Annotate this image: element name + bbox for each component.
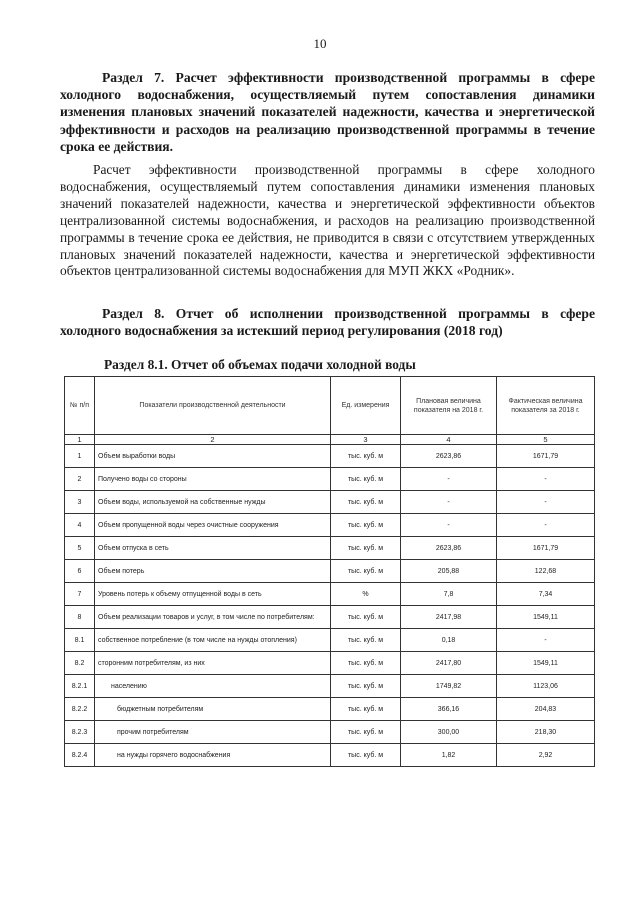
row-fact: 7,34: [497, 583, 595, 606]
row-num: 8.2.2: [65, 698, 95, 721]
row-name: собственное потребление (в том числе на нужды отопления): [95, 629, 331, 652]
row-unit: тыс. куб. м: [331, 537, 401, 560]
row-fact: 1123,06: [497, 675, 595, 698]
row-plan: 300,00: [401, 721, 497, 744]
row-plan: -: [401, 514, 497, 537]
table-row: [65, 491, 595, 514]
row-name: населению: [95, 675, 331, 698]
row-num: 1: [65, 445, 95, 468]
table-row: [65, 698, 595, 721]
row-name: сторонним потребителям, из них: [95, 652, 331, 675]
row-unit: тыс. куб. м: [331, 698, 401, 721]
table-row: [65, 560, 595, 583]
row-num: 2: [65, 468, 95, 491]
row-fact: -: [497, 491, 595, 514]
table-header-row: [65, 377, 595, 435]
header-plan: Плановая величина показателя на 2018 г.: [401, 377, 497, 435]
row-num: 8.2.1: [65, 675, 95, 698]
row-num: 3: [65, 491, 95, 514]
row-name: Уровень потерь к объему отпущенной воды в сеть: [95, 583, 331, 606]
row-num: 8.2.4: [65, 744, 95, 767]
row-unit: тыс. куб. м: [331, 629, 401, 652]
row-name: Объем выработки воды: [95, 445, 331, 468]
row-fact: -: [497, 629, 595, 652]
section-8-title: Раздел 8. Отчет об исполнении производственной программы в сфере холодного водоснабжения за истекший период регулирования (2018 год): [60, 306, 595, 339]
column-numbers-row: [65, 435, 595, 445]
row-unit: тыс. куб. м: [331, 652, 401, 675]
row-num: 8.2: [65, 652, 95, 675]
row-name: Объем пропущенной воды через очистные сооружения: [95, 514, 331, 537]
row-plan: -: [401, 491, 497, 514]
col-number: 5: [497, 435, 595, 445]
row-num: 4: [65, 514, 95, 537]
row-fact: 1671,79: [497, 445, 595, 468]
row-unit: тыс. куб. м: [331, 675, 401, 698]
row-plan: 2623,86: [401, 537, 497, 560]
col-number: 4: [401, 435, 497, 445]
row-plan: 2417,98: [401, 606, 497, 629]
row-plan: 366,16: [401, 698, 497, 721]
table-row: [65, 583, 595, 606]
section-7-title: Раздел 7. Расчет эффективности производственной программы в сфере холодного водоснабжения, осуществляемый путем сопоставления динамики изменения плановых значений показателей надежности, качества и энергетической эффективности и расходов на реализацию производственной программы в течение срока ее действия.: [60, 70, 595, 154]
row-plan: 7,8: [401, 583, 497, 606]
section-7-paragraph: Расчет эффективности производственной программы в сфере холодного водоснабжения, осуществляемый путем сопоставления динамики изменения плановых значений показателей надежности, качества и энергетической эффективности объектов централизованной системы водоснабжения, и расходов на реализацию производственной программы в течение срока ее действия, не приводится в связи с отсутствием утвержденных плановых значений показателей надежности, качества и энергетической эффективности объектов централизованной системы водоснабжения для МУП ЖКХ «Родник».: [60, 162, 595, 279]
row-fact: 218,30: [497, 721, 595, 744]
row-num: 8: [65, 606, 95, 629]
row-plan: 0,18: [401, 629, 497, 652]
row-unit: тыс. куб. м: [331, 721, 401, 744]
row-num: 7: [65, 583, 95, 606]
header-fact: Фактическая величина показателя за 2018 г.: [497, 377, 595, 435]
row-name: Объем воды, используемой на собственные нужды: [95, 491, 331, 514]
row-plan: -: [401, 468, 497, 491]
row-plan: 205,88: [401, 560, 497, 583]
row-name: прочим потребителям: [95, 721, 331, 744]
row-name: Получено воды со стороны: [95, 468, 331, 491]
section-8-1-title: Раздел 8.1. Отчет об объемах подачи холодной воды: [104, 357, 416, 372]
row-name: Объем потерь: [95, 560, 331, 583]
row-fact: 2,92: [497, 744, 595, 767]
row-unit: тыс. куб. м: [331, 744, 401, 767]
row-name: на нужды горячего водоснабжения: [95, 744, 331, 767]
row-unit: тыс. куб. м: [331, 560, 401, 583]
col-number: 3: [331, 435, 401, 445]
table-row: [65, 652, 595, 675]
row-unit: тыс. куб. м: [331, 468, 401, 491]
row-plan: 2417,80: [401, 652, 497, 675]
row-plan: 1,82: [401, 744, 497, 767]
row-name: Объем реализации товаров и услуг, в том числе по потребителям:: [95, 606, 331, 629]
row-fact: 1549,11: [497, 606, 595, 629]
page-number: 10: [313, 36, 327, 51]
table-row: [65, 744, 595, 767]
table-row: [65, 606, 595, 629]
row-num: 5: [65, 537, 95, 560]
row-name: Объем отпуска в сеть: [95, 537, 331, 560]
row-num: 8.1: [65, 629, 95, 652]
header-name: Показатели производственной деятельности: [95, 377, 331, 435]
row-unit: тыс. куб. м: [331, 514, 401, 537]
row-fact: 1549,11: [497, 652, 595, 675]
row-fact: 1671,79: [497, 537, 595, 560]
table-row: [65, 675, 595, 698]
table-row: [65, 629, 595, 652]
table-row: [65, 468, 595, 491]
row-name: бюджетным потребителям: [95, 698, 331, 721]
row-unit: тыс. куб. м: [331, 445, 401, 468]
row-plan: 2623,86: [401, 445, 497, 468]
col-number: 2: [95, 435, 331, 445]
col-number: 1: [65, 435, 95, 445]
table-row: [65, 514, 595, 537]
row-unit: тыс. куб. м: [331, 491, 401, 514]
row-fact: -: [497, 514, 595, 537]
row-fact: 204,83: [497, 698, 595, 721]
table-row: [65, 537, 595, 560]
row-num: 8.2.3: [65, 721, 95, 744]
row-unit: %: [331, 583, 401, 606]
header-unit: Ед. измерения: [331, 377, 401, 435]
row-plan: 1749,82: [401, 675, 497, 698]
table-row: [65, 721, 595, 744]
row-fact: -: [497, 468, 595, 491]
row-unit: тыс. куб. м: [331, 606, 401, 629]
table-row: [65, 445, 595, 468]
water-supply-report-table: [64, 376, 595, 767]
row-num: 6: [65, 560, 95, 583]
header-num: № п/п: [65, 377, 95, 435]
row-fact: 122,68: [497, 560, 595, 583]
